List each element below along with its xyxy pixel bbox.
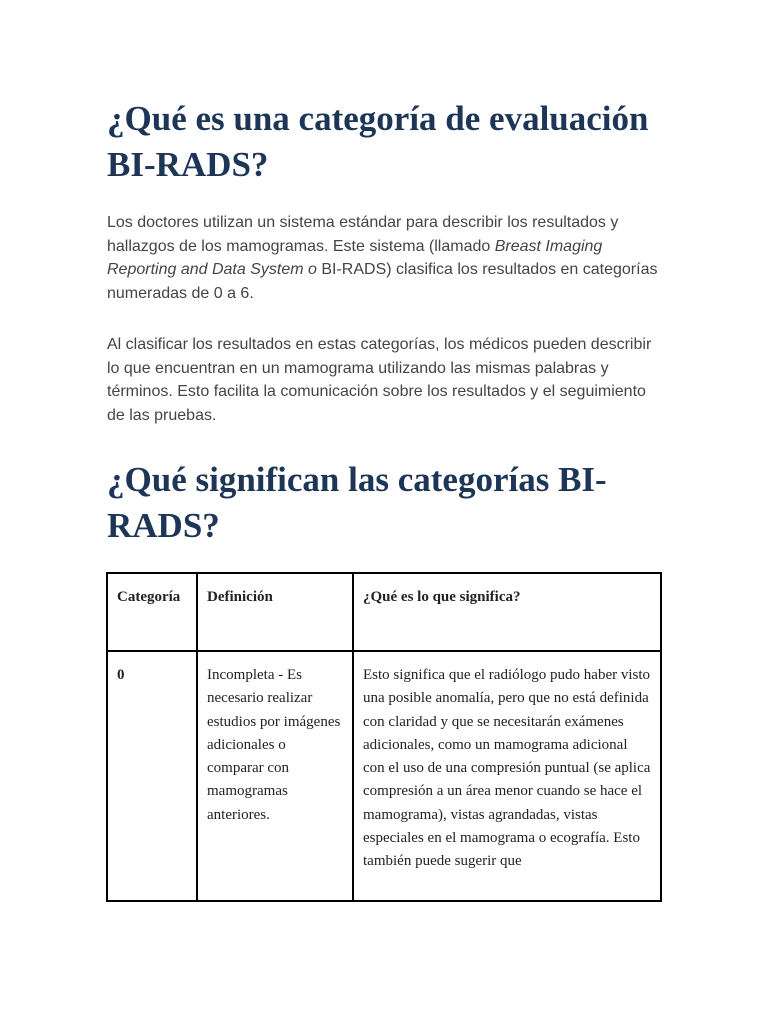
table-header-row xyxy=(107,573,661,651)
intro-text-italic: Breast Imaging Reporting and Data System o xyxy=(107,237,603,278)
table-row xyxy=(107,651,661,901)
header-meaning: ¿Qué es lo que significa? xyxy=(353,573,661,651)
intro-text-part1: Los doctores utilizan un sistema estándar para describir los resultados y hallazgos de los mamogramas. Este sistema (llamado xyxy=(107,214,619,255)
row-category: 0 xyxy=(107,651,197,901)
row-definition xyxy=(197,651,353,901)
section-heading-birads-category: ¿Qué es una categoría de evaluación BI-RADS? xyxy=(107,99,649,184)
header-definition: Definición xyxy=(197,573,353,651)
row-meaning-text: Esto significa que el radiólogo pudo haber visto una posible anomalía, pero que no está definida con claridad y que se necesitarán exámenes adicionales, como un mamograma adicional con el uso de una compresión puntual (se aplica compresión a un área menor cuando se hace el mamograma), vistas agrandadas, vistas especiales en el mamograma o ecografía. Esto también puede sugerir que xyxy=(363,667,651,870)
birads-table xyxy=(106,572,662,902)
intro-paragraph xyxy=(107,211,663,305)
header-category: Categoría xyxy=(107,573,197,651)
row-meaning xyxy=(353,651,661,901)
intro-text-part2: BI-RADS) clasifica los resultados en categorías numeradas de 0 a 6. xyxy=(107,261,658,302)
classification-paragraph: Al clasificar los resultados en estas categorías, los médicos pueden describir lo que encuentran en un mamograma utilizando las mismas palabras y términos. Esto facilita la comunicación sobre los resultados y el seguimiento de las pruebas. xyxy=(107,336,652,424)
section-heading-birads-meaning: ¿Qué significan las categorías BI-RADS? xyxy=(107,460,607,545)
row-definition-text: Incompleta - Es necesario realizar estudios por imágenes adicionales o comparar con mamogramas anteriores. xyxy=(207,667,341,823)
